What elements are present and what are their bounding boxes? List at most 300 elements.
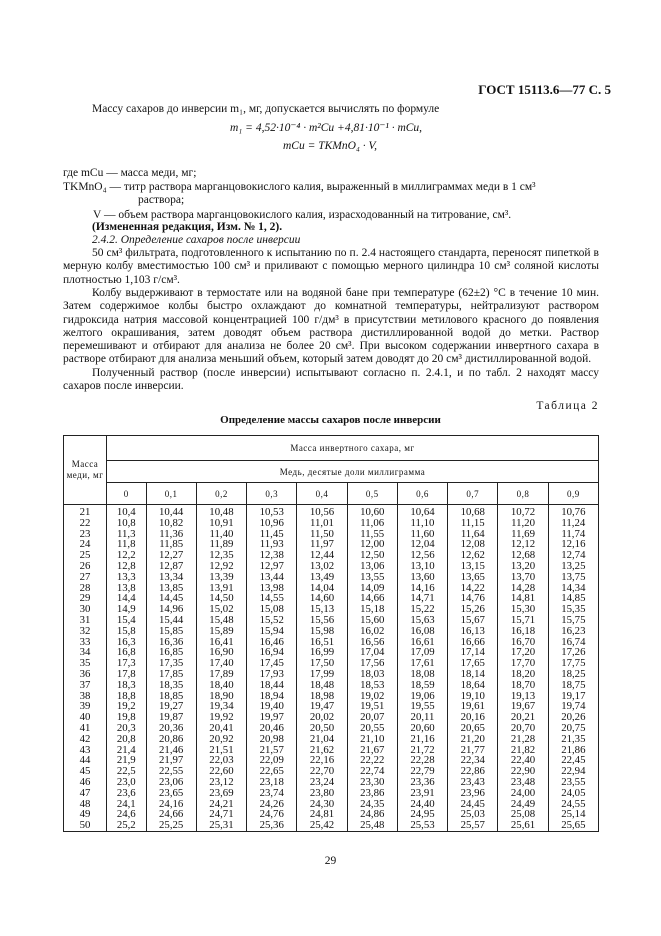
table-cell: 20,8 (107, 734, 147, 745)
table-cell: 14,09 (347, 583, 397, 594)
table-cell: 18,14 (448, 669, 498, 680)
table-cell: 17,61 (397, 658, 447, 669)
row-mass-cell: 36 (64, 669, 107, 680)
table-cell: 10,64 (397, 505, 447, 518)
table-cell: 19,8 (107, 712, 147, 723)
table-cell: 17,40 (196, 658, 246, 669)
table-cell: 10,96 (247, 518, 297, 529)
table-cell: 13,44 (247, 572, 297, 583)
table-cell: 16,85 (146, 647, 196, 658)
table-cell: 24,35 (347, 799, 397, 810)
table-cell: 23,65 (146, 788, 196, 799)
table-cell: 16,23 (548, 626, 598, 637)
table-cell: 19,40 (247, 701, 297, 712)
table-cell: 11,36 (146, 529, 196, 540)
table-cell: 13,60 (397, 572, 447, 583)
table-cell: 22,74 (347, 766, 397, 777)
row-mass-cell: 44 (64, 755, 107, 766)
table-cell: 13,25 (548, 561, 598, 572)
table-cell: 13,8 (107, 583, 147, 594)
table-cell: 21,51 (196, 745, 246, 756)
table-cell: 19,13 (498, 691, 548, 702)
table-cell: 11,10 (397, 518, 447, 529)
table-cell: 16,74 (548, 637, 598, 648)
table-cell: 11,85 (146, 539, 196, 550)
table-cell: 15,94 (247, 626, 297, 637)
table-cell: 22,03 (196, 755, 246, 766)
table-cell: 23,69 (196, 788, 246, 799)
table-cell: 15,98 (297, 626, 347, 637)
table-cell: 15,71 (498, 615, 548, 626)
table-cell: 15,35 (548, 604, 598, 615)
table-cell: 15,02 (196, 604, 246, 615)
table-row (64, 518, 599, 529)
table-cell: 21,35 (548, 734, 598, 745)
table-cell: 21,72 (397, 745, 447, 756)
table-cell: 20,65 (448, 723, 498, 734)
table-cell: 12,08 (448, 539, 498, 550)
table-cell: 22,90 (498, 766, 548, 777)
table-cell: 10,44 (146, 505, 196, 518)
table-cell: 19,55 (397, 701, 447, 712)
table-cell: 14,55 (247, 593, 297, 604)
table-cell: 12,87 (146, 561, 196, 572)
table-cell: 23,48 (498, 777, 548, 788)
table-row (64, 505, 599, 518)
table-cell: 16,46 (247, 637, 297, 648)
table-cell: 11,93 (247, 539, 297, 550)
paragraph-2: Колбу выдерживают в термостате или на водяной бане при температуре (62±2) °С в течение 10 мин. Затем содержимое колбы быстро охлаждают до комнатной температуры, нейтрализуют раствором гидроксида натрия массовой концентрацией 100 г/дм³ в присутствии метилового красного до появления желтого окрашивания, затем доводят объем раствора дистиллированной водой до метки. Раствор перемешивают и отбирают для анализа не более 20 см³. При высоком содержании инвертного сахара в растворе отбирают для анализа меньший объем, который затем доводят до 20 см³ дистиллированной водой. (63, 287, 599, 366)
table-cell: 18,35 (146, 680, 196, 691)
table-cell: 11,60 (397, 529, 447, 540)
paragraph-1: 50 см³ фильтрата, подготовленного к испытанию по п. 2.4 настоящего стандарта, переносят пипеткой в мерную колбу вместимостью 100 см³ и приливают с помощью мерного цилиндра 10 см³ соляной кислоты плотностью 1,103 г/см³. (63, 247, 599, 286)
table-cell: 10,8 (107, 518, 147, 529)
row-mass-cell: 42 (64, 734, 107, 745)
table-cell: 12,44 (297, 550, 347, 561)
col-header: 0,8 (498, 483, 548, 505)
intro-text: Массу сахаров до инверсии m₁, мг, допускается вычислять по формуле (92, 103, 440, 115)
table-cell: 24,40 (397, 799, 447, 810)
table-cell: 24,6 (107, 809, 147, 820)
table-cell: 20,92 (196, 734, 246, 745)
table-cell: 18,08 (397, 669, 447, 680)
table-cell: 19,92 (196, 712, 246, 723)
table-cell: 15,63 (397, 615, 447, 626)
table-cell: 18,70 (498, 680, 548, 691)
table-cell: 24,05 (548, 788, 598, 799)
row-mass-cell: 47 (64, 788, 107, 799)
table-cell: 24,86 (347, 809, 397, 820)
table-cell: 25,57 (448, 820, 498, 831)
table-cell: 15,44 (146, 615, 196, 626)
col-header: 0 (107, 483, 147, 505)
table-cell: 22,65 (247, 766, 297, 777)
table-cell: 12,50 (347, 550, 397, 561)
table-cell: 22,09 (247, 755, 297, 766)
table-cell: 22,40 (498, 755, 548, 766)
table-cell: 22,28 (397, 755, 447, 766)
row-mass-cell: 50 (64, 820, 107, 831)
table-cell: 13,10 (397, 561, 447, 572)
table-cell: 16,90 (196, 647, 246, 658)
table-cell: 16,94 (247, 647, 297, 658)
row-mass-cell: 46 (64, 777, 107, 788)
table-cell: 13,34 (146, 572, 196, 583)
table-cell: 23,30 (347, 777, 397, 788)
table-cell: 18,03 (347, 669, 397, 680)
table-cell: 19,02 (347, 691, 397, 702)
table-row (64, 820, 599, 831)
paragraph-3: Полученный раствор (после инверсии) испытывают согласно п. 2.4.1, и по табл. 2 находят массу сахаров после инверсии. (63, 367, 599, 393)
table-cell: 14,76 (448, 593, 498, 604)
row-mass-cell: 28 (64, 583, 107, 594)
table-cell: 13,20 (498, 561, 548, 572)
table-cell: 14,34 (548, 583, 598, 594)
table-cell: 16,66 (448, 637, 498, 648)
row-mass-cell: 27 (64, 572, 107, 583)
table-cell: 11,06 (347, 518, 397, 529)
row-mass-cell: 22 (64, 518, 107, 529)
table-cell: 11,24 (548, 518, 598, 529)
table-cell: 14,50 (196, 593, 246, 604)
table-cell: 10,56 (297, 505, 347, 518)
table-cell: 16,41 (196, 637, 246, 648)
table-cell: 24,66 (146, 809, 196, 820)
table-cell: 20,55 (347, 723, 397, 734)
col-header-mass: Масса меди, мг (64, 436, 107, 505)
table-cell: 21,16 (397, 734, 447, 745)
table-cell: 25,31 (196, 820, 246, 831)
table-cell: 13,65 (448, 572, 498, 583)
table-cell: 14,9 (107, 604, 147, 615)
where-line-3: раствора; (138, 194, 185, 206)
table-cell: 16,56 (347, 637, 397, 648)
table-cell: 12,04 (397, 539, 447, 550)
table-cell: 22,79 (397, 766, 447, 777)
table-cell: 21,4 (107, 745, 147, 756)
table-cell: 11,74 (548, 529, 598, 540)
table-cell: 20,98 (247, 734, 297, 745)
table-cell: 13,02 (297, 561, 347, 572)
table-cell: 16,70 (498, 637, 548, 648)
table-row (64, 734, 599, 745)
table-cell: 24,71 (196, 809, 246, 820)
table-cell: 16,3 (107, 637, 147, 648)
table-cell: 24,26 (247, 799, 297, 810)
table-cell: 21,67 (347, 745, 397, 756)
table-cell: 11,69 (498, 529, 548, 540)
table-cell: 21,20 (448, 734, 498, 745)
col-header: 0,1 (146, 483, 196, 505)
table-cell: 23,55 (548, 777, 598, 788)
table-cell: 23,96 (448, 788, 498, 799)
table-cell: 18,90 (196, 691, 246, 702)
table-cell: 13,98 (247, 583, 297, 594)
table-cell: 24,30 (297, 799, 347, 810)
table-cell: 20,41 (196, 723, 246, 734)
table-cell: 11,55 (347, 529, 397, 540)
table-cell: 24,95 (397, 809, 447, 820)
table-cell: 18,20 (498, 669, 548, 680)
table-cell: 24,76 (247, 809, 297, 820)
table-cell: 16,02 (347, 626, 397, 637)
row-mass-cell: 32 (64, 626, 107, 637)
col-header: 0,9 (548, 483, 598, 505)
table-cell: 20,16 (448, 712, 498, 723)
table-row (64, 572, 599, 583)
col-header: 0,4 (297, 483, 347, 505)
row-mass-cell: 48 (64, 799, 107, 810)
table-cell: 15,4 (107, 615, 147, 626)
table-cell: 12,97 (247, 561, 297, 572)
table-cell: 25,03 (448, 809, 498, 820)
table-cell: 25,65 (548, 820, 598, 831)
table-cell: 12,00 (347, 539, 397, 550)
row-mass-cell: 30 (64, 604, 107, 615)
table-cell: 10,53 (247, 505, 297, 518)
table-cell: 23,18 (247, 777, 297, 788)
formula-1: m₁ = 4,52·10⁻⁴ · m²Cu +4,81·10⁻¹ · mCu, (230, 122, 423, 134)
edit-note: (Измененная редакция, Изм. № 1, 2). (92, 221, 283, 233)
table-cell: 14,60 (297, 593, 347, 604)
table-cell: 20,86 (146, 734, 196, 745)
table-cell: 13,91 (196, 583, 246, 594)
table-cell: 21,9 (107, 755, 147, 766)
table-cell: 22,60 (196, 766, 246, 777)
row-mass-cell: 26 (64, 561, 107, 572)
table-cell: 19,2 (107, 701, 147, 712)
table-cell: 14,16 (397, 583, 447, 594)
table-cell: 12,35 (196, 550, 246, 561)
table-cell: 14,71 (397, 593, 447, 604)
table-cell: 22,45 (548, 755, 598, 766)
table-cell: 18,94 (247, 691, 297, 702)
col-header: 0,6 (397, 483, 447, 505)
table-cell: 21,10 (347, 734, 397, 745)
table-cell: 14,66 (347, 593, 397, 604)
table-cell: 13,85 (146, 583, 196, 594)
table-cell: 23,43 (448, 777, 498, 788)
row-mass-cell: 23 (64, 529, 107, 540)
table-cell: 23,80 (297, 788, 347, 799)
table-cell: 16,61 (397, 637, 447, 648)
table-cell: 15,30 (498, 604, 548, 615)
table-cell: 13,55 (347, 572, 397, 583)
table-cell: 17,20 (498, 647, 548, 658)
table-cell: 10,48 (196, 505, 246, 518)
table-cell: 13,49 (297, 572, 347, 583)
table-cell: 24,55 (548, 799, 598, 810)
table-cell: 20,50 (297, 723, 347, 734)
table-cell: 10,4 (107, 505, 147, 518)
table-row (64, 680, 599, 691)
where-line-1: где mCu — масса меди, мг; (63, 167, 197, 179)
row-mass-cell: 31 (64, 615, 107, 626)
row-mass-cell: 25 (64, 550, 107, 561)
col-header: 0,2 (196, 483, 246, 505)
row-mass-cell: 37 (64, 680, 107, 691)
row-mass-cell: 24 (64, 539, 107, 550)
table-cell: 17,35 (146, 658, 196, 669)
table-cell: 18,85 (146, 691, 196, 702)
table-cell: 16,99 (297, 647, 347, 658)
row-mass-cell: 29 (64, 593, 107, 604)
table-cell: 25,48 (347, 820, 397, 831)
table-cell: 20,46 (247, 723, 297, 734)
table-cell: 16,08 (397, 626, 447, 637)
table-cell: 11,3 (107, 529, 147, 540)
row-mass-cell: 40 (64, 712, 107, 723)
table-cell: 21,28 (498, 734, 548, 745)
page-number: 29 (324, 855, 337, 867)
table-cell: 20,70 (498, 723, 548, 734)
section-heading: 2.4.2. Определение сахаров после инверсии (92, 234, 301, 246)
table-cell: 22,70 (297, 766, 347, 777)
table-cell: 18,98 (297, 691, 347, 702)
table-cell: 16,51 (297, 637, 347, 648)
table-cell: 25,25 (146, 820, 196, 831)
table-cell: 21,46 (146, 745, 196, 756)
table-cell: 10,91 (196, 518, 246, 529)
formula-2: mCu = TKMnO₄ · V, (283, 140, 377, 152)
table-cell: 22,22 (347, 755, 397, 766)
table-cell: 11,45 (247, 529, 297, 540)
table-cell: 10,60 (347, 505, 397, 518)
table-cell: 20,11 (397, 712, 447, 723)
table-cell: 11,89 (196, 539, 246, 550)
table-cell: 18,8 (107, 691, 147, 702)
table-cell: 22,55 (146, 766, 196, 777)
table-cell: 18,44 (247, 680, 297, 691)
table-title: Определение массы сахаров после инверсии (220, 414, 441, 426)
table-cell: 19,74 (548, 701, 598, 712)
table-cell: 25,14 (548, 809, 598, 820)
table-cell: 17,65 (448, 658, 498, 669)
table-cell: 13,70 (498, 572, 548, 583)
table-cell: 15,75 (548, 615, 598, 626)
table-cell: 18,3 (107, 680, 147, 691)
row-mass-cell: 33 (64, 637, 107, 648)
table-cell: 20,75 (548, 723, 598, 734)
table-cell: 17,26 (548, 647, 598, 658)
group-header: Масса инвертного сахара, мг (107, 436, 599, 461)
table-cell: 22,86 (448, 766, 498, 777)
table-cell: 12,68 (498, 550, 548, 561)
table-cell: 14,22 (448, 583, 498, 594)
table-cell: 21,82 (498, 745, 548, 756)
table-cell: 25,61 (498, 820, 548, 831)
table-cell: 18,53 (347, 680, 397, 691)
where-line-2: TKMnO₄ — титр раствора марганцовокислого калия, выраженный в миллиграммах меди в 1 см³ (63, 181, 536, 193)
table-cell: 19,47 (297, 701, 347, 712)
row-mass-cell: 45 (64, 766, 107, 777)
table-cell: 21,86 (548, 745, 598, 756)
table-cell: 17,75 (548, 658, 598, 669)
table-cell: 13,06 (347, 561, 397, 572)
table-cell: 20,26 (548, 712, 598, 723)
table-cell: 18,48 (297, 680, 347, 691)
table-cell: 17,56 (347, 658, 397, 669)
table-cell: 16,8 (107, 647, 147, 658)
col-header: 0,3 (247, 483, 297, 505)
table-cell: 11,64 (448, 529, 498, 540)
table-cell: 24,45 (448, 799, 498, 810)
table-cell: 19,06 (397, 691, 447, 702)
table-cell: 19,27 (146, 701, 196, 712)
table-cell: 14,81 (498, 593, 548, 604)
table-cell: 12,38 (247, 550, 297, 561)
table-cell: 17,50 (297, 658, 347, 669)
table-cell: 12,2 (107, 550, 147, 561)
table-cell: 14,45 (146, 593, 196, 604)
table-cell: 14,85 (548, 593, 598, 604)
table-cell: 14,4 (107, 593, 147, 604)
table-cell: 17,99 (297, 669, 347, 680)
table-label: Таблица 2 (536, 400, 599, 412)
table-cell: 15,22 (397, 604, 447, 615)
table-cell: 20,07 (347, 712, 397, 723)
table-cell: 23,91 (397, 788, 447, 799)
table-cell: 25,36 (247, 820, 297, 831)
table-cell: 14,28 (498, 583, 548, 594)
table-cell: 11,97 (297, 539, 347, 550)
table-cell: 20,02 (297, 712, 347, 723)
row-mass-cell: 34 (64, 647, 107, 658)
table-cell: 24,81 (297, 809, 347, 820)
table-cell: 25,2 (107, 820, 147, 831)
table-cell: 17,93 (247, 669, 297, 680)
table-cell: 18,75 (548, 680, 598, 691)
row-mass-cell: 41 (64, 723, 107, 734)
table-cell: 24,1 (107, 799, 147, 810)
table-cell: 21,04 (297, 734, 347, 745)
row-mass-cell: 38 (64, 691, 107, 702)
table-cell: 15,26 (448, 604, 498, 615)
table-cell: 19,51 (347, 701, 397, 712)
table-cell: 23,86 (347, 788, 397, 799)
table-cell: 22,16 (297, 755, 347, 766)
table-cell: 15,13 (297, 604, 347, 615)
table-cell: 22,34 (448, 755, 498, 766)
table-row (64, 788, 599, 799)
table-cell: 19,97 (247, 712, 297, 723)
table-cell: 19,10 (448, 691, 498, 702)
subgroup-header: Медь, десятые доли миллиграмма (107, 461, 599, 483)
table-cell: 12,74 (548, 550, 598, 561)
table-cell: 24,49 (498, 799, 548, 810)
table-cell: 11,15 (448, 518, 498, 529)
table-cell: 23,0 (107, 777, 147, 788)
table-cell: 23,24 (297, 777, 347, 788)
table-cell: 15,8 (107, 626, 147, 637)
table-cell: 16,36 (146, 637, 196, 648)
row-mass-cell: 49 (64, 809, 107, 820)
table-cell: 21,97 (146, 755, 196, 766)
table-cell: 17,14 (448, 647, 498, 658)
table-cell: 23,36 (397, 777, 447, 788)
table-cell: 17,04 (347, 647, 397, 658)
table-cell: 15,56 (297, 615, 347, 626)
table-cell: 20,21 (498, 712, 548, 723)
table-cell: 10,72 (498, 505, 548, 518)
table-cell: 11,8 (107, 539, 147, 550)
table-cell: 19,67 (498, 701, 548, 712)
table-cell: 17,70 (498, 658, 548, 669)
table-cell: 15,52 (247, 615, 297, 626)
table-cell: 15,60 (347, 615, 397, 626)
data-table (63, 435, 599, 832)
table-cell: 21,57 (247, 745, 297, 756)
